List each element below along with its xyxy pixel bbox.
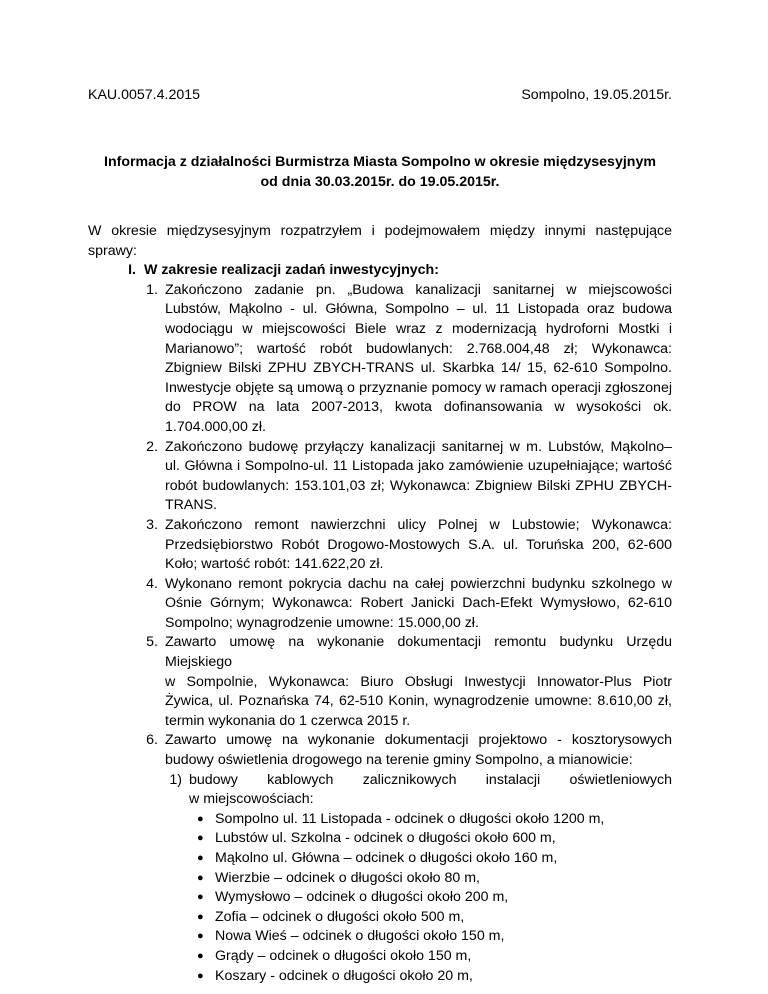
bullet-item — [197, 908, 672, 928]
sub-item-text — [189, 771, 672, 810]
locations-bullet-list — [197, 810, 672, 986]
sub-item-word: instalacji — [485, 771, 541, 788]
list-item-number: 2. — [146, 438, 158, 455]
bullet-icon: ● — [197, 852, 204, 864]
sub-item-continuation: w miejscowościach: — [189, 791, 314, 808]
bullet-item — [197, 810, 672, 830]
intro-paragraph: W okresie międzysesyjnym rozpatrzyłem i podejmowałem między innymi następujące sprawy: — [88, 223, 672, 259]
bullet-text: Lubstów ul. Szkolna - odcinek o długości około 600 m, — [215, 830, 556, 847]
section-title: W zakresie realizacji zadań inwestycyjnych: — [144, 262, 439, 279]
bullet-icon: ● — [197, 832, 204, 845]
sub-item — [165, 771, 672, 810]
bullet-item — [197, 849, 672, 869]
document-title — [88, 153, 672, 192]
bullet-item — [197, 829, 672, 849]
title-line-1: Informacja z działalności Burmistrza Miasta Sompolno w okresie międzysesyjnym — [104, 154, 656, 170]
bullet-item — [197, 967, 672, 987]
document-reference-number: KAU.0057.4.2015 — [88, 87, 201, 103]
list-item — [123, 731, 672, 809]
title-line-2: od dnia 30.03.2015r. do 19.05.2015r. — [260, 173, 500, 190]
bullet-text: Nowa Wieś – odcinek o długości około 150 m, — [215, 928, 505, 945]
bullet-icon: ● — [197, 910, 204, 923]
list-item-text: Wykonano remont pokrycia dachu na całej powierzchni budynku szkolnego w Ośnie Górnym; Wykonawca: Robert Janicki Dach-Efekt Wymysłowo, 62-610 Sompolno; wynagrodzenie umowne: 15.000,00 zł. — [165, 575, 672, 631]
sub-item-line — [189, 771, 672, 791]
list-item-number: 3. — [146, 516, 158, 533]
bullet-icon: ● — [197, 969, 204, 982]
sub-item-word: oświetleniowych — [569, 771, 672, 788]
list-item-text-part-1: Zawarto umowę na wykonanie dokumentacji remontu budynku Urzędu Miejskiego — [165, 634, 672, 671]
sub-item-word: kablowych — [267, 771, 334, 788]
sub-item-word: budowy — [189, 771, 238, 788]
list-item — [123, 633, 672, 731]
list-item-number: 4. — [146, 575, 158, 592]
bullet-item — [197, 888, 672, 908]
list-item-text — [165, 633, 672, 731]
section-number: I. — [128, 262, 136, 279]
list-item-number: 6. — [146, 732, 158, 749]
document-body — [88, 222, 672, 986]
bullet-text: Zofia – odcinek o długości około 500 m, — [215, 908, 465, 925]
sub-item-word: zalicznikowych — [362, 771, 457, 788]
bullet-icon: ● — [197, 930, 204, 943]
list-item — [123, 281, 672, 438]
list-item-number: 1. — [146, 281, 158, 298]
place-and-date: Sompolno, 19.05.2015r. — [521, 87, 672, 103]
list-item — [123, 575, 672, 634]
bullet-icon: ● — [197, 871, 204, 884]
list-item — [123, 438, 672, 516]
bullet-item — [197, 947, 672, 967]
bullet-text: Sompolno ul. 11 Listopada - odcinek o długości około 1200 m, — [215, 810, 605, 827]
bullet-item — [197, 869, 672, 889]
bullet-text: Wymysłowo – odcinek o długości około 200 m, — [215, 889, 509, 906]
bullet-text: Wierzbie – odcinek o długości około 80 m, — [215, 869, 480, 886]
list-item — [123, 516, 672, 575]
list-item-number: 5. — [146, 634, 158, 651]
bullet-text: Grądy – odcinek o długości około 150 m, — [215, 947, 472, 964]
list-item-text — [165, 731, 672, 809]
sub-item-number: 1) — [169, 771, 182, 788]
section-heading — [110, 261, 672, 281]
bullet-text: Koszary - odcinek o długości około 20 m, — [215, 967, 473, 984]
bullet-item — [197, 927, 672, 947]
bullet-icon: ● — [197, 949, 204, 962]
list-item-text: Zakończono remont nawierzchni ulicy Polnej w Lubstowie; Wykonawca: Przedsiębiorstwo Robót Drogowo-Mostowych S.A. ul. Toruńska 200, 62-600 Koło; wartość robót: 141.622,20 zł. — [165, 516, 672, 573]
list-item-text: Zakończono budowę przyłączy kanalizacji sanitarnej w m. Lubstów, Mąkolno– ul. Główna i Sompolno-ul. 11 Listopada jako zamówienie uzupełniające; wartość robót budowlanych: 153.101,03 zł; Wykonawca: Zbigniew Bilski ZPHU ZBYCH-TRANS. — [165, 438, 672, 514]
bullet-icon: ● — [197, 891, 204, 904]
list-item-text-main: Zawarto umowę na wykonanie dokumentacji projektowo - kosztorysowych budowy oświetlenia drogowego na terenie gminy Sompolno, a mianowicie: — [165, 732, 672, 769]
list-item-text-part-2: w Sompolnie, Wykonawca: Biuro Obsługi Inwestycji Innowator-Plus Piotr Żywica, ul. Poznańska 74, 62-510 Konin, wynagrodzenie umowne: 8.610,00 zł, termin wykonania do 1 czerwca 2015 r. — [165, 673, 672, 729]
bullet-text: Mąkolno ul. Główna – odcinek o długości około 160 m, — [215, 850, 558, 866]
list-item-text: Zakończono zadanie pn. „Budowa kanalizacji sanitarnej w miejscowości Lubstów, Mąkolno - ul. Główna, Sompolno – ul. 11 Listopada oraz budowa wodociągu w miejscowości Biele wraz z modernizacją hydroforni Mostki i Marianowo”; wartość robót budowlanych: 2.768.004,48 zł; Wykonawca: Zbigniew Bilski ZPHU ZBYCH-TRANS ul. Skarbka 14/ 15, 62-610 Sompolno. Inwestycje objęte są umową o przyznanie pomocy w ramach operacji zgłoszonej do PROW na lata 2007-2013, kwota dofinansowania w wysokości ok. 1.704.000,00 zł. — [165, 281, 672, 435]
bullet-icon: ● — [197, 812, 204, 825]
